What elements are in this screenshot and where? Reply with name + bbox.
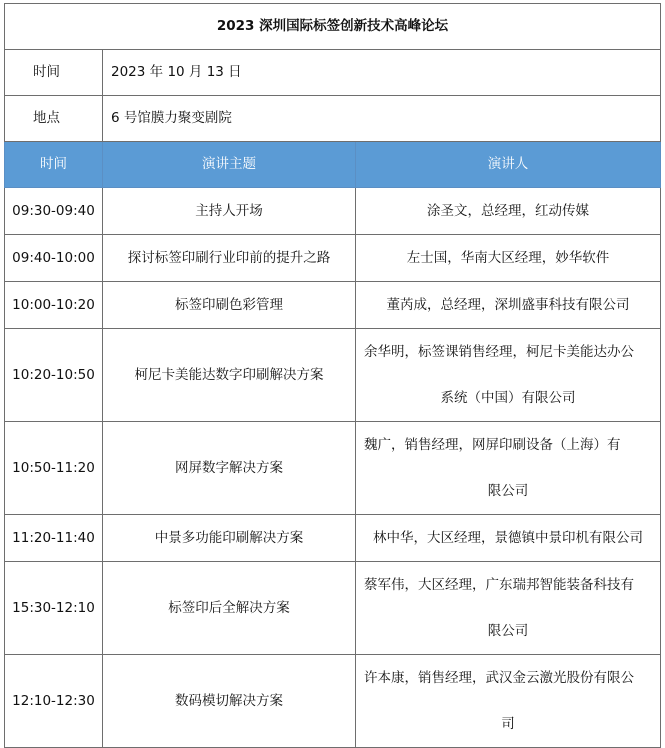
speaker-line: 魏广，销售经理，网屏印刷设备（上海）有 — [364, 437, 621, 453]
row-time: 10:20-10:50 — [5, 329, 103, 422]
table-row — [5, 329, 661, 422]
table-row — [5, 188, 661, 235]
row-topic: 标签印后全解决方案 — [103, 562, 356, 655]
table-row — [5, 422, 661, 515]
row-speaker: 董芮成，总经理，深圳盛事科技有限公司 — [356, 282, 661, 329]
place-value: 6 号馆膜力聚变剧院 — [103, 96, 661, 142]
row-speaker: 左士国，华南大区经理，妙华软件 — [356, 235, 661, 282]
row-speaker: 林中华，大区经理，景德镇中景印机有限公司 — [356, 515, 661, 562]
header-row — [5, 142, 661, 188]
row-speaker — [356, 655, 661, 748]
speaker-line: 限公司 — [487, 623, 529, 639]
speaker-line: 蔡军伟，大区经理，广东瑞邦智能装备科技有 — [364, 577, 634, 593]
place-info-row — [5, 96, 661, 142]
row-time: 15:30-12:10 — [5, 562, 103, 655]
row-time: 10:50-11:20 — [5, 422, 103, 515]
row-time: 09:40-10:00 — [5, 235, 103, 282]
row-topic: 探讨标签印刷行业印前的提升之路 — [103, 235, 356, 282]
time-value: 2023 年 10 月 13 日 — [103, 50, 661, 96]
header-speaker: 演讲人 — [356, 142, 661, 188]
row-time: 10:00-10:20 — [5, 282, 103, 329]
time-info-row — [5, 50, 661, 96]
row-time: 09:30-09:40 — [5, 188, 103, 235]
row-speaker — [356, 562, 661, 655]
title-row — [5, 4, 661, 50]
speaker-line: 限公司 — [487, 483, 529, 499]
time-label: 时间 — [5, 50, 103, 96]
row-topic: 中景多功能印刷解决方案 — [103, 515, 356, 562]
table-row — [5, 515, 661, 562]
speaker-line: 许本康，销售经理，武汉金云激光股份有限公 — [364, 670, 634, 686]
header-topic: 演讲主题 — [103, 142, 356, 188]
row-speaker — [356, 422, 661, 515]
row-speaker — [356, 329, 661, 422]
place-label: 地点 — [5, 96, 103, 142]
header-time: 时间 — [5, 142, 103, 188]
row-topic: 标签印刷色彩管理 — [103, 282, 356, 329]
table-row — [5, 235, 661, 282]
speaker-line: 系统（中国）有限公司 — [440, 390, 576, 406]
row-topic: 柯尼卡美能达数字印刷解决方案 — [103, 329, 356, 422]
row-topic: 主持人开场 — [103, 188, 356, 235]
schedule-table — [4, 3, 661, 748]
table-row — [5, 655, 661, 748]
event-title: 2023 深圳国际标签创新技术高峰论坛 — [5, 4, 661, 50]
table-row — [5, 562, 661, 655]
row-time: 11:20-11:40 — [5, 515, 103, 562]
row-topic: 数码模切解决方案 — [103, 655, 356, 748]
speaker-line: 司 — [501, 716, 515, 732]
speaker-line: 余华明，标签课销售经理，柯尼卡美能达办公 — [364, 344, 634, 360]
table-row — [5, 282, 661, 329]
row-topic: 网屏数字解决方案 — [103, 422, 356, 515]
row-time: 12:10-12:30 — [5, 655, 103, 748]
row-speaker: 涂圣文，总经理，红动传媒 — [356, 188, 661, 235]
